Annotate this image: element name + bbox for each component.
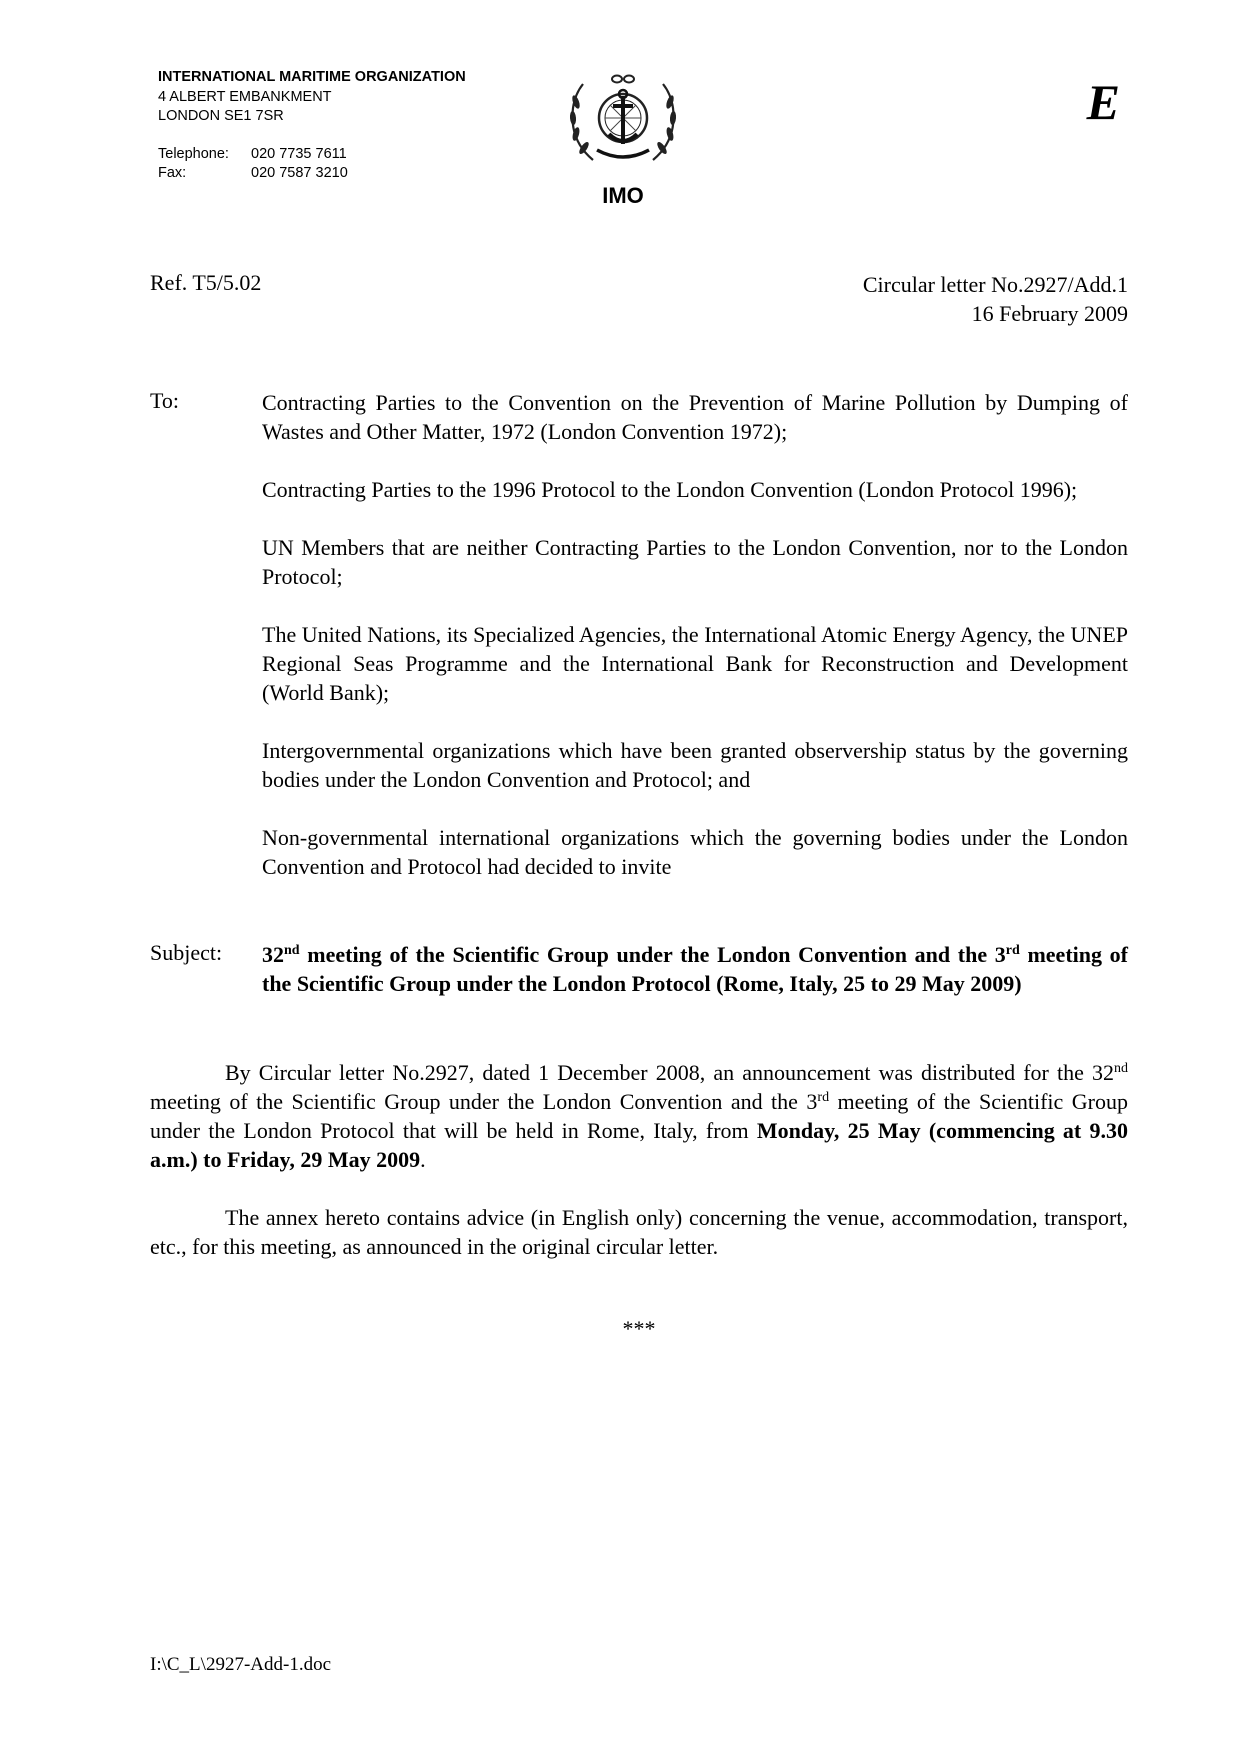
to-label: To: [150,388,180,413]
subject-part: meeting of the Scientific Group under the London Convention and the 3 [299,942,1006,967]
subject-text [262,940,1128,998]
ordinal-suffix: nd [284,943,300,958]
recipient-item: UN Members that are neither Contracting Parties to the London Convention, nor to the London Protocol; [262,535,1128,589]
body-paragraph-1 [150,1058,1128,1174]
body-paragraph-2: The annex hereto contains advice (in English only) concerning the venue, accommodation, transport, etc., for this meeting, as announced in the original circular letter. [150,1205,1128,1259]
letter-body [150,1058,1128,1290]
org-name: INTERNATIONAL MARITIME ORGANIZATION [158,69,466,85]
telephone-label: Telephone: [158,145,229,162]
meeting-dates: Monday, 25 May (commencing at 9.30 a.m.) to Friday, 29 May 2009 [150,1118,1128,1172]
text-run: meeting of the Scientific Group under the London Convention and the 3 [150,1089,818,1114]
imo-emblem-icon [563,72,683,167]
subject-label: Subject: [150,940,223,965]
circular-date: 16 February 2009 [971,301,1128,326]
circular-info [863,270,1128,328]
language-indicator: E [1086,74,1120,130]
fax-row [158,164,466,184]
subject-part: 32 [262,942,284,967]
ordinal-suffix: rd [1005,943,1020,958]
ordinal-suffix: rd [817,1090,830,1105]
ordinal-suffix: nd [1114,1061,1128,1076]
imo-logo-text: IMO [602,183,644,208]
recipient-list [262,388,1128,910]
recipient-item: The United Nations, its Specialized Agencies, the International Atomic Energy Agency, the UNEP Regional Seas Programme and the International Bank for Reconstruction and Development (World Bank); [262,622,1128,705]
recipient-item: Contracting Parties to the 1996 Protocol to the London Convention (London Protocol 1996); [262,477,1078,502]
letterhead-address [158,68,466,184]
text-run: By Circular letter No.2927, dated 1 December 2008, an announcement was distributed for the 32 [225,1060,1114,1085]
reference-number: Ref. T5/5.02 [150,270,262,295]
recipient-item: Intergovernmental organizations which have been granted observership status by the governing bodies under the London Convention and Protocol; and [262,738,1128,792]
recipient-item: Non-governmental international organizations which the governing bodies under the London Convention and Protocol had decided to invite [262,825,1128,879]
recipient-item: Contracting Parties to the Convention on the Prevention of Marine Pollution by Dumping of Wastes and Other Matter, 1972 (London Convention 1972); [262,390,1128,444]
circular-number: Circular letter No.2927/Add.1 [862,272,1128,297]
section-separator: *** [622,1316,656,1341]
address-line-2: LONDON SE1 7SR [158,108,284,124]
telephone-row [158,145,466,165]
text-run: meeting of the Scientific Group under the London Protocol that will be held in Rome, Italy, from [150,1089,1128,1143]
text-run: . [420,1147,426,1172]
fax-number: 020 7587 3210 [251,165,348,181]
telephone-number: 020 7735 7611 [251,145,347,162]
fax-label: Fax: [158,165,187,181]
subject-part: meeting of the Scientific Group under the London Protocol (Rome, Italy, 25 to 29 May 2009) [262,942,1128,996]
address-line-1: 4 ALBERT EMBANKMENT [158,88,332,105]
file-path-footer: I:\C_L\2927-Add-1.doc [150,1654,332,1675]
